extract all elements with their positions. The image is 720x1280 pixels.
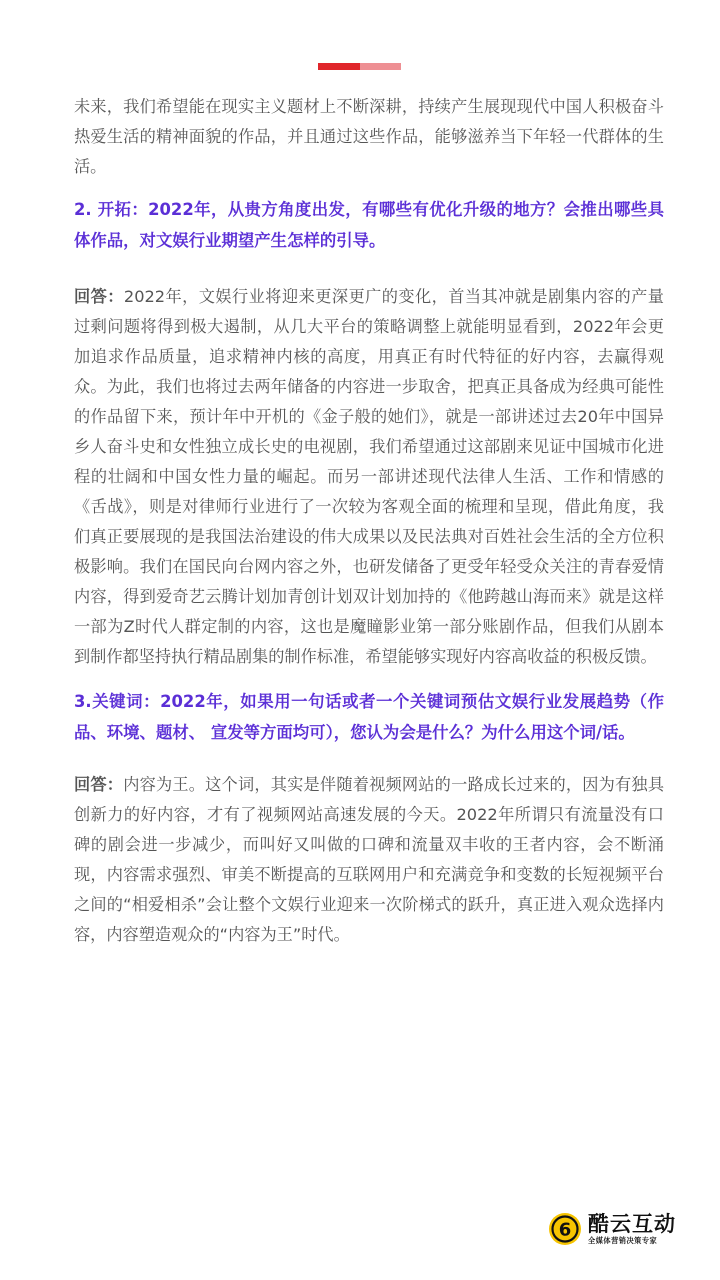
divider-pink-segment (360, 63, 401, 70)
question-2: 2. 开拓：2022年，从贵方角度出发，有哪些有优化升级的地方？会推出哪些具体作品，对文娱行业期望产生怎样的引导。 (74, 200, 664, 250)
answer-3-text: 内容为王。这个词，其实是伴随着视频网站的一路成长过来的，因为有独具创新力的好内容，才有了视频网站高速发展的今天。2022年所谓只有流量没有口碑的剧会进一步减少，而叫好又叫做的口碑和流量双丰收的王者内容，会不断涌现，内容需求强烈、审美不断提高的互联网用户和充满竞争和变数的长短视频平台之间的“相爱相杀”会让整个文娱行业迎来一次阶梯式的跃升，真正进入观众选择内容，内容塑造观众的“内容为王”时代。 (74, 775, 665, 944)
answer-2-label: 回答： (74, 287, 124, 306)
kuyun-logo-icon (548, 1212, 582, 1246)
intro-paragraph: 未来，我们希望能在现实主义题材上不断深耕，持续产生展现现代中国人积极奋斗热爱生活的精神面貌的作品，并且通过这些作品，能够滋养当下年轻一代群体的生活。 (74, 97, 664, 176)
divider-red-segment (318, 63, 360, 70)
logo-text (588, 1212, 676, 1246)
answer-2 (74, 282, 664, 672)
logo-name: 酷云互动 (588, 1212, 676, 1236)
answer-2-text: 2022年，文娱行业将迎来更深更广的变化，首当其冲就是剧集内容的产量过剩问题将得到极大遏制，从几大平台的策略调整上就能明显看到，2022年会更加追求作品质量，追求精神内核的高度，用真正有时代特征的好内容，去赢得观众。为此，我们也将过去两年储备的内容进一步取舍，把真正具备成为经典可能性的作品留下来，预计年中开机的《金子般的她们》，就是一部讲述过去20年中国异乡人奋斗史和女性独立成长史的电视剧，我们希望通过这部剧来见证中国城市化进程的壮阔和中国女性力量的崛起。而另一部讲述现代法律人生活、工作和情感的《舌战》，则是对律师行业进行了一次较为客观全面的梳理和呈现，借此角度，我们真正要展现的是我国法治建设的伟大成果以及民法典对百姓社会生活的全方位积极影响。我们在国民向台网内容之外，也研发储备了更受年轻受众关注的青春爱情内容，得到爱奇艺云腾计划加青创计划双计划加持的《他跨越山海而来》就是这样一部为Z时代人群定制的内容，这也是魔瞳影业第一部分账剧作品，但我们从剧本到制作都坚持执行精品剧集的制作标准，希望能够实现好内容高收益的积极反馈。 (74, 287, 664, 666)
answer-3 (74, 770, 664, 950)
answer-3-label: 回答： (74, 775, 124, 794)
logo-slogan: 全媒体营销决策专家 (588, 1236, 658, 1245)
brand-logo (548, 1207, 693, 1251)
section-divider (318, 63, 401, 70)
question-3: 3.关键词：2022年，如果用一句话或者一个关键词预估文娱行业发展趋势（作品、环境、题材、 宣发等方面均可），您认为会是什么？为什么用这个词/话。 (74, 692, 664, 742)
article-body (74, 92, 664, 950)
logo-mark-glyph: 6 (558, 1219, 572, 1241)
